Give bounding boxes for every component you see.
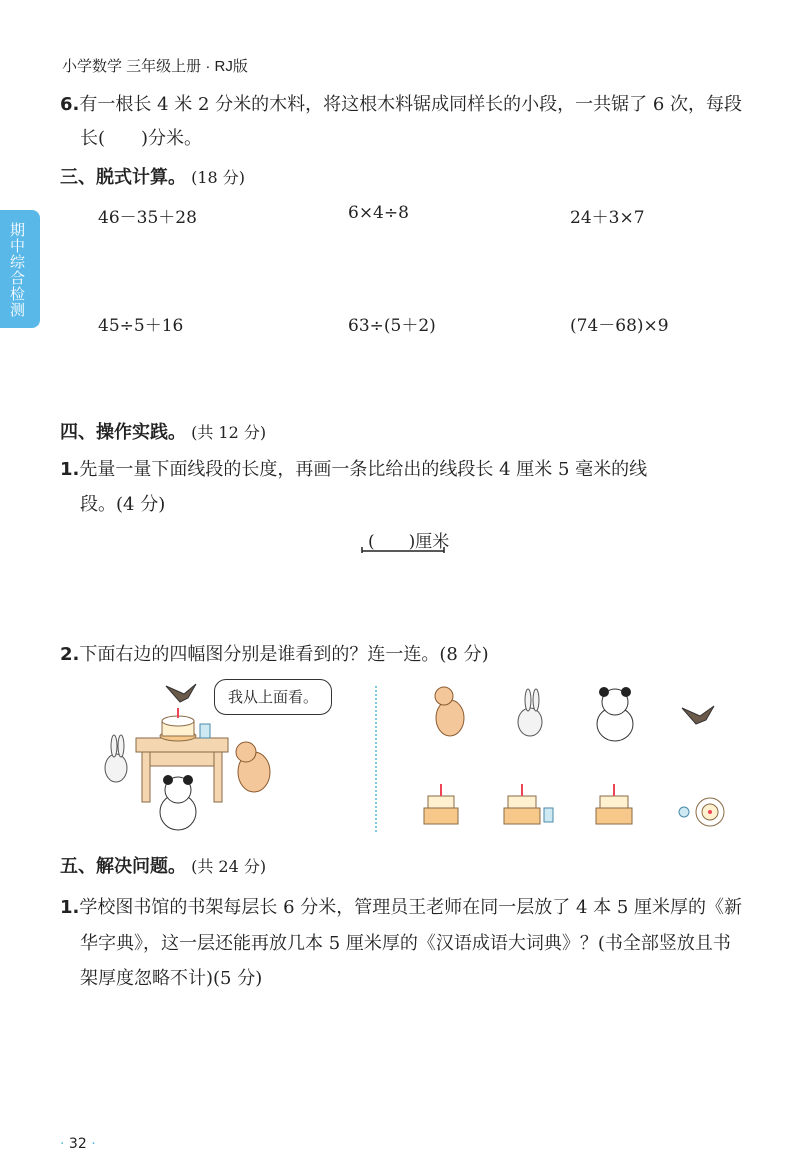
side-tab-label: 期中综合检测 — [8, 222, 26, 318]
cat-icon — [435, 687, 464, 736]
cake-side-view-icon — [596, 784, 632, 824]
q6-text-line2: 长( )分米。 — [80, 128, 203, 149]
dashed-divider — [375, 686, 377, 832]
cat-icon — [236, 742, 270, 792]
s5-q1-text-line2: 华字典》，这一层还能再放几本 5 厘米厚的《汉语成语大词典》？(书全部竖放且书 — [80, 933, 731, 954]
side-tab — [0, 210, 40, 328]
section5-title: 五、解决问题。 — [60, 856, 186, 877]
section5-heading — [60, 852, 266, 878]
expression-3: 24＋3×7 — [570, 208, 645, 228]
line-segment — [360, 545, 450, 557]
rabbit-icon — [105, 735, 127, 782]
cake-icon — [160, 708, 196, 741]
s4-q2-number: 2. — [60, 644, 80, 665]
q6-text-line1: 有一根长 4 米 2 分米的木料，将这根木料锯成同样长的小段，一共锯了 6 次，每段 — [79, 94, 743, 115]
section4-heading — [60, 418, 266, 444]
expression-5: 63÷(5＋2) — [348, 316, 436, 336]
q6-line1 — [60, 90, 742, 120]
section4-title: 四、操作实践。 — [60, 422, 186, 443]
s4-q2-text: 下面右边的四幅图分别是谁看到的？连一连。(8 分) — [79, 644, 489, 665]
section3-title: 三、脱式计算。 — [60, 167, 186, 188]
s4-q1-line1 — [60, 455, 647, 485]
expression-4: 45÷5＋16 — [98, 316, 184, 336]
s5-q1-number: 1. — [60, 897, 80, 918]
s4-q1-number: 1. — [60, 459, 80, 480]
bird-icon — [166, 684, 196, 702]
s5-q1-text-line3: 架厚度忽略不计)(5 分) — [80, 968, 263, 989]
section3-heading — [60, 163, 245, 189]
section4-score: (共 12 分) — [191, 423, 267, 442]
bird-icon — [682, 706, 714, 724]
cake-front-view-icon — [424, 784, 458, 824]
page-number: · 32 · — [60, 1136, 96, 1152]
s4-q2-line — [60, 640, 489, 670]
expression-2: 6×4÷8 — [348, 203, 409, 223]
views-grid — [420, 684, 750, 834]
expression-1: 46－35＋28 — [98, 208, 197, 228]
q6-number: 6. — [60, 94, 80, 115]
section5-score: (共 24 分) — [191, 857, 267, 876]
segment-length-label: ( )厘米 — [368, 532, 450, 552]
s5-q1-line1 — [60, 893, 742, 923]
s5-q1-text-line1: 学校图书馆的书架每层长 6 分米，管理员王老师在同一层放了 4 本 5 厘米厚的《新 — [79, 897, 743, 918]
s4-q1-text-line2: 段。(4 分) — [80, 494, 166, 515]
cake-with-cup-view-icon — [504, 784, 553, 824]
speech-bubble: 我从上面看。 — [214, 679, 332, 715]
section3-score: (18 分) — [191, 168, 246, 187]
rabbit-icon — [518, 689, 542, 736]
cake-top-view-icon — [679, 798, 724, 826]
panda-icon — [597, 687, 633, 741]
page-number-value: 32 — [68, 1136, 87, 1152]
expression-6: (74－68)×9 — [570, 316, 669, 336]
panda-icon — [160, 775, 196, 830]
book-header: 小学数学 三年级上册 · RJ版 — [62, 58, 248, 75]
cup-icon — [200, 724, 210, 738]
s4-q1-text-line1: 先量一量下面线段的长度，再画一条比给出的线段长 4 厘米 5 毫米的线 — [79, 459, 648, 480]
